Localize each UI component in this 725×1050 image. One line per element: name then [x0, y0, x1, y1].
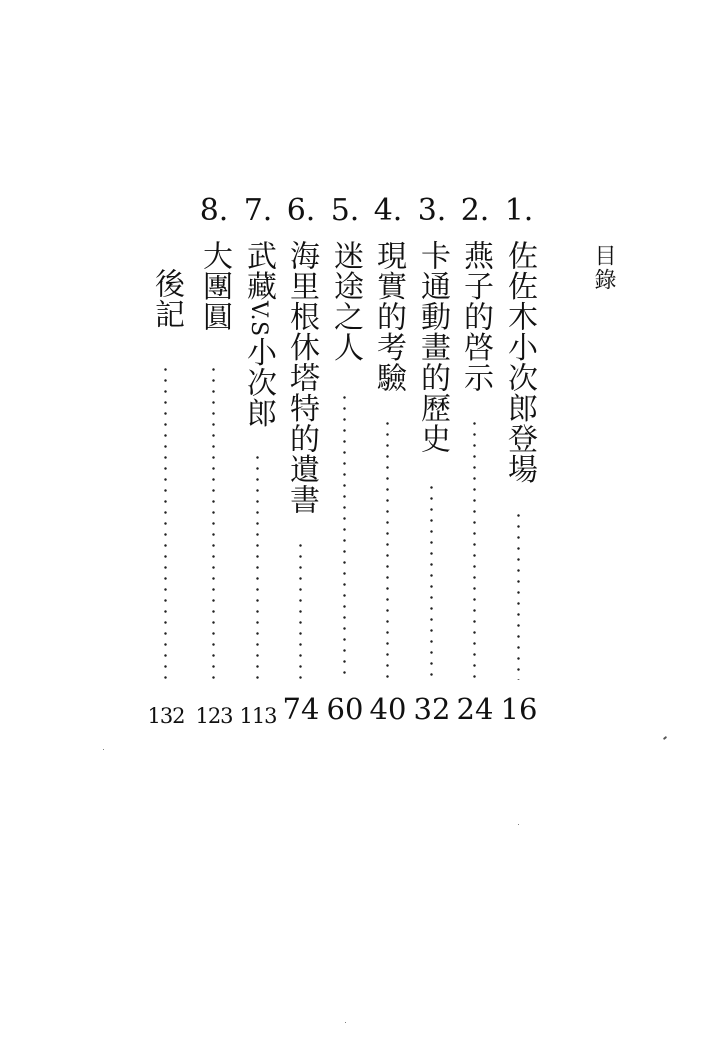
- leader-dots: [517, 510, 520, 680]
- leader-dots: [164, 364, 167, 680]
- entry-title: 卡通動畫的歷史: [415, 240, 450, 454]
- entry-number: 1.: [504, 193, 534, 228]
- entry-number: 6.: [286, 193, 316, 228]
- entry-title: 現實的考驗: [371, 240, 406, 393]
- entry-page-number: 123: [195, 704, 233, 728]
- entry-page-number: 24: [456, 692, 494, 726]
- toc-entry-1: [497, 0, 541, 1050]
- entry-title: 大團圓: [197, 240, 232, 332]
- toc-entry-5: [323, 0, 367, 1050]
- toc-entry-4: [366, 0, 410, 1050]
- toc-entry-7: [236, 0, 280, 1050]
- toc-entry-2: [453, 0, 497, 1050]
- toc-entry-3: [410, 0, 454, 1050]
- entry-title: 佐佐木小次郎登場: [502, 240, 537, 484]
- leader-dots: [299, 540, 302, 680]
- toc-entry-6: [279, 0, 323, 1050]
- leader-dots: [430, 482, 433, 680]
- entry-number: 7.: [243, 193, 273, 228]
- entry-number: 8.: [199, 193, 229, 228]
- entry-page-number: 16: [500, 692, 538, 726]
- entry-title: [240, 240, 276, 428]
- entry-number: 2.: [460, 193, 490, 228]
- entry-title: 海里根休塔特的遺書: [284, 240, 319, 515]
- leader-dots: [256, 452, 259, 680]
- entry-page-number: 113: [239, 704, 277, 728]
- entry-title: 燕子的啓示: [458, 240, 493, 393]
- leader-dots: [212, 364, 215, 680]
- entry-number: 3.: [417, 193, 447, 228]
- entry-page-number: 40: [369, 692, 407, 726]
- scan-speck: [103, 749, 104, 750]
- leader-dots: [386, 418, 389, 680]
- entry-title: 迷途之人: [328, 240, 363, 362]
- toc-heading: 目錄: [591, 244, 616, 292]
- entry-page-number: 32: [413, 692, 451, 726]
- title-part: 小次郎: [241, 336, 276, 429]
- entry-title: 後記: [149, 268, 184, 329]
- entry-page-number: 132: [147, 704, 185, 728]
- scan-speck: [518, 824, 519, 825]
- entry-number: 4.: [373, 193, 403, 228]
- title-part: 武藏: [241, 240, 276, 301]
- title-part-vs: V.S: [246, 301, 271, 337]
- entry-page-number: 74: [282, 692, 320, 726]
- scan-speck: [345, 1022, 346, 1023]
- toc-entry-8: [192, 0, 236, 1050]
- scan-speck: [663, 736, 667, 740]
- leader-dots: [473, 418, 476, 680]
- leader-dots: [343, 392, 346, 680]
- entry-page-number: 60: [326, 692, 364, 726]
- toc-entry-afterword: [144, 0, 188, 1050]
- entry-number: 5.: [330, 193, 360, 228]
